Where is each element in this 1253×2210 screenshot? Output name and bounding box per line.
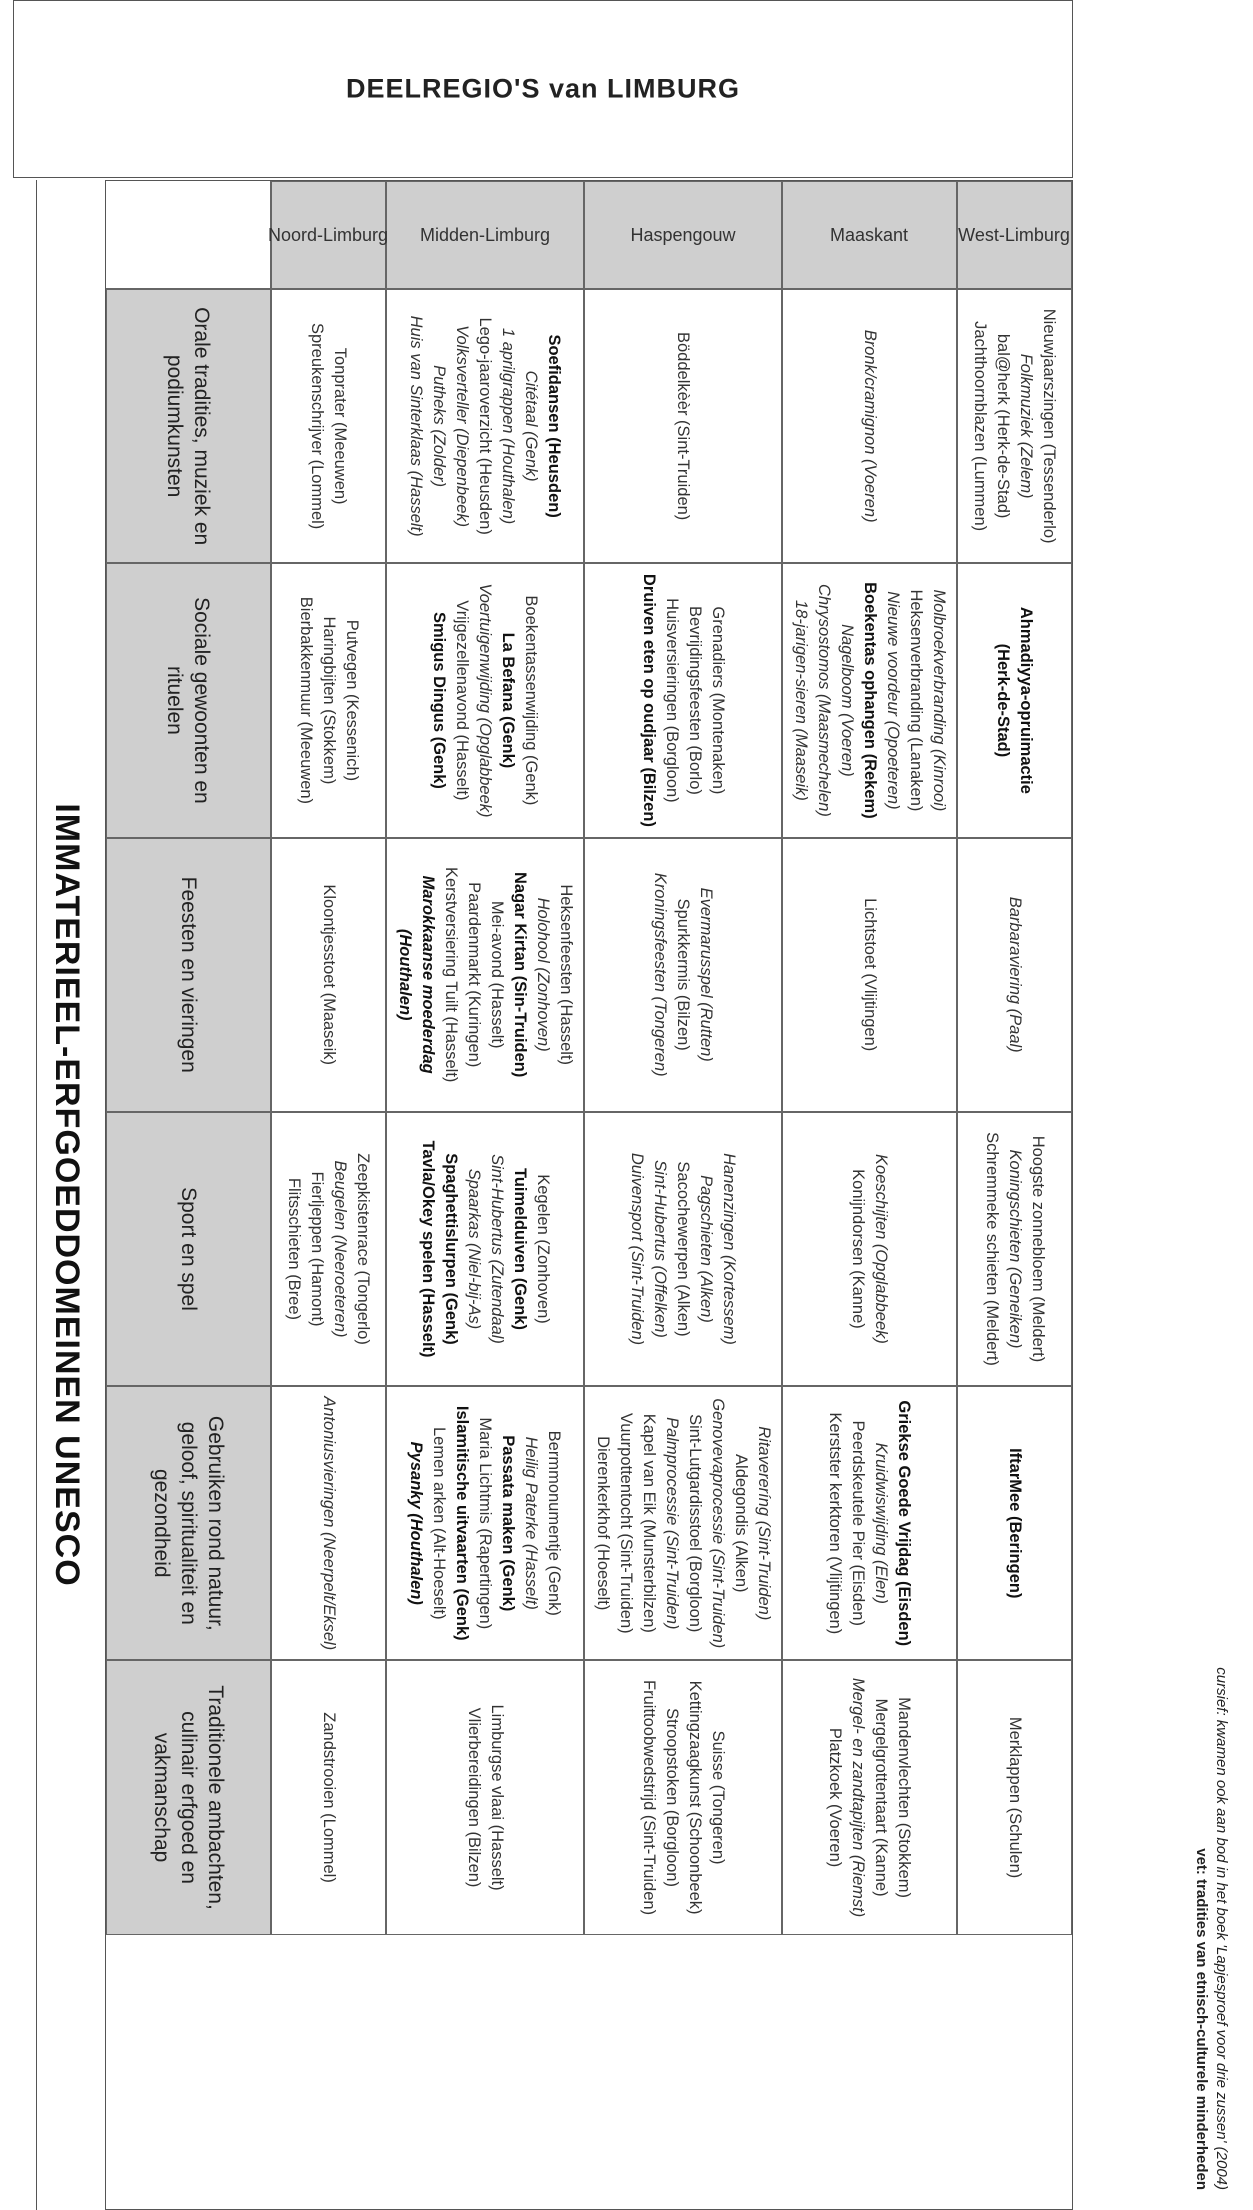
table-cell xyxy=(782,838,957,1112)
table-cell xyxy=(271,838,386,1112)
heritage-item: Zeepkistenrace (Tongerlo) xyxy=(354,1153,373,1345)
region-label: Midden-Limburg xyxy=(419,225,551,245)
heritage-item: Holohool (Zonhoven) xyxy=(534,897,552,1052)
region-cell xyxy=(268,181,389,289)
region-cell xyxy=(584,181,782,289)
heritage-item: Tonprater (Meeuwen) xyxy=(331,347,350,505)
heritage-item: Heksenfeesten (Hasselt) xyxy=(557,884,575,1066)
heritage-item: La Befana (Genk) xyxy=(499,632,518,769)
heritage-item: Suisse (Tongeren) xyxy=(709,1730,727,1865)
heritage-item: 1 aprilgrappen (Houthalen) xyxy=(499,327,518,525)
table-cell xyxy=(957,838,1072,1112)
table-cell xyxy=(782,1112,957,1386)
table-cell xyxy=(584,1112,782,1386)
heritage-item: IftarMee (Beringen) xyxy=(1006,1448,1024,1599)
heritage-item: Mandenvlechten (Stokkem) xyxy=(895,1697,914,1898)
heritage-item: Mergel- en zandtapijten (Riemst) xyxy=(849,1677,868,1918)
heritage-item: Bronk/cramignon (Voeren) xyxy=(861,329,879,523)
footnote-bold-legend: vet: tradities van etnisch-culturele minderheden xyxy=(1193,1848,1210,2190)
heritage-item: Haringbijten (Stokkem) xyxy=(320,616,338,785)
heritage-item: Maria Lichtmis (Rapertingen) xyxy=(476,1417,495,1630)
heritage-item: Nagar Kirtan (Sin-Truiden) xyxy=(511,872,529,1078)
heritage-item: Mergelgrottentaart (Kanne) xyxy=(872,1698,891,1897)
heritage-item: Marokkaanse moederdag xyxy=(419,875,437,1074)
heritage-item: Soefidansen (Heusden) xyxy=(545,334,564,518)
heritage-item: Grenadiers (Montenaken) xyxy=(709,606,727,795)
heritage-item: Palmprocessie (Sint-Truiden) xyxy=(663,1417,681,1630)
heritage-item: Duivensport (Sint-Truiden) xyxy=(628,1152,647,1346)
heritage-item: Sint-Lutgardisstoel (Borgloon) xyxy=(686,1414,704,1633)
heritage-item: Limburgse vlaai (Hasselt) xyxy=(488,1704,506,1891)
heritage-item: Fierljeppen (Hamont) xyxy=(308,1171,327,1327)
heritage-item: Flitsschieten (Bree) xyxy=(285,1177,304,1321)
heritage-item: Putheks (Zolder) xyxy=(430,365,449,488)
heritage-item: Kruidwiswijding (Elen) xyxy=(872,1442,891,1604)
heritage-item: Putvegen (Kessenich) xyxy=(343,619,361,782)
heritage-item: Kroningsfeesten (Tongeren) xyxy=(651,872,670,1077)
table-cell xyxy=(271,289,386,563)
heritage-item: Stroopstoken (Borgloon) xyxy=(663,1708,681,1887)
page-title: IMMATERIEEL-ERFGOEDDOMEINEN UNESCO xyxy=(48,803,86,1587)
heritage-item: (Houthalen) xyxy=(396,928,414,1021)
heritage-item: Griekse Goede Vrijdag (Eisden) xyxy=(895,1400,914,1647)
region-cell xyxy=(957,181,1072,289)
heritage-item: Spaarkas (Niel-bij-As) xyxy=(465,1168,483,1330)
heritage-item: Chrysostomos (Maasmechelen) xyxy=(815,583,833,817)
heritage-item: Hanenzingen (Kortessem) xyxy=(720,1153,739,1345)
domain-header: Traditionele ambachten, culinair erfgoed en vakmanschap xyxy=(106,1660,271,1934)
heritage-item: Konijndorsen (Kanne) xyxy=(849,1169,868,1329)
heritage-table xyxy=(105,180,1073,2210)
heritage-item: Nieuwjaarszingen (Tessenderlo) xyxy=(1040,308,1059,544)
side-label-box xyxy=(13,0,1073,178)
table-cell xyxy=(271,1660,386,1934)
heritage-item: Boekentassenwijding (Genk) xyxy=(522,595,541,806)
heritage-item: Kerstster kerktoren (Vlijtingen) xyxy=(826,1412,845,1635)
heritage-item: Ahmadiyya-opruimactie xyxy=(1017,606,1036,794)
table-cell xyxy=(386,1386,584,1660)
heritage-item: Smigus Dingus (Genk) xyxy=(430,611,449,789)
heritage-item: Platzkoek (Voeren) xyxy=(826,1727,845,1868)
table-cell xyxy=(957,563,1072,837)
heritage-item: Koeschijten (Opglabbeek) xyxy=(872,1154,891,1344)
heritage-item: Merklappen (Schulen) xyxy=(1006,1716,1024,1879)
heritage-item: Kerstversiering Tuilt (Hasselt) xyxy=(442,866,460,1083)
heritage-item: Koningschieten (Geneiken) xyxy=(1006,1149,1024,1349)
heritage-item: Molbroekverbranding (Kinrooi) xyxy=(930,589,948,812)
heritage-item: Böddelkèèr (Sint-Truiden) xyxy=(674,331,693,521)
heritage-item: Vrijgezellenavond (Hasselt) xyxy=(453,600,472,801)
heritage-item: Heksenverbranding (Lanaken) xyxy=(907,589,925,812)
region-label: Haspengouw xyxy=(630,225,736,245)
heritage-item: Citétaal (Genk) xyxy=(522,370,541,482)
heritage-item: Vuurpottentocht (Sint-Truiden) xyxy=(617,1412,635,1634)
heritage-item: Bermmonumentje (Genk) xyxy=(545,1430,564,1616)
domain-header: Gebruiken rond natuur, geloof, spiritualiteit en gezondheid xyxy=(106,1386,271,1660)
heritage-item: Vlierbereidingen (Bilzen) xyxy=(465,1707,483,1888)
heritage-item: Tuimelduiven (Genk) xyxy=(511,1168,529,1330)
heritage-item: Lemen arken (Alt-Hoeselt) xyxy=(430,1426,449,1620)
region-label: Maaskant xyxy=(830,225,909,245)
heritage-item: Beugelen (Neeroeteren) xyxy=(331,1160,350,1338)
heritage-item: Paardenmarkt (Kuringen) xyxy=(465,882,483,1068)
footnote xyxy=(1173,180,1231,2190)
heritage-item: Sacochewerpen (Alken) xyxy=(674,1161,693,1337)
heritage-item: Sint-Hubertus (Offelken) xyxy=(651,1160,670,1338)
table-cell xyxy=(584,563,782,837)
table-cell xyxy=(957,1386,1072,1660)
domain-header: Sport en spel xyxy=(106,1112,271,1386)
table-cell xyxy=(386,563,584,837)
region-label: Noord-Limburg xyxy=(268,225,389,245)
table-cell xyxy=(584,1660,782,1934)
heritage-item: Huis van Sinterklaas (Hasselt) xyxy=(407,315,426,537)
heritage-item: Kegelen (Zonhoven) xyxy=(534,1174,552,1324)
heritage-item: Lego-jaaroverzicht (Heusden) xyxy=(476,317,495,535)
footnote-italic-legend: cursief: kwamen ook aan bod in het boek 'Lapjesproef voor drie zussen' (2004) xyxy=(1213,1667,1230,2190)
heritage-item: (Herk-de-Stad) xyxy=(994,643,1013,758)
heritage-item: Nieuwe voordeur (Opoeteren) xyxy=(884,591,902,810)
heritage-item: 18-jarigen-sieren (Maaseik) xyxy=(792,600,810,801)
heritage-item: Dierenkerkhof (Hoeselt) xyxy=(594,1436,612,1611)
heritage-item: Genovevaprocessie (Sint-Truiden) xyxy=(709,1398,727,1649)
table-cell xyxy=(957,289,1072,563)
heritage-item: Fruittoobwedstrijd (Sint-Truiden) xyxy=(640,1680,658,1916)
domain-header: Feesten en vieringen xyxy=(106,838,271,1112)
table-cell xyxy=(386,289,584,563)
heritage-item: Tavla/Okey spelen (Hasselt) xyxy=(419,1140,437,1358)
heritage-item: Kloontjesstoet (Maaseik) xyxy=(320,884,338,1066)
heritage-item: Bevrijdingsfeesten (Borlo) xyxy=(686,605,704,795)
heritage-item: Folkmuziek (Zelem) xyxy=(1017,353,1036,499)
heritage-item: Pagschieten (Alken) xyxy=(697,1175,716,1323)
frame-divider xyxy=(17,180,37,2210)
domain-header: Sociale gewoonten en rituelen xyxy=(106,563,271,837)
region-label: West-Limburg xyxy=(958,225,1071,245)
heritage-item: Volksverteller (Diepenbeek) xyxy=(453,325,472,528)
heritage-item: Passata maken (Genk) xyxy=(499,1435,518,1612)
table-cell xyxy=(782,563,957,837)
heritage-item: Spaghettislurpen (Genk) xyxy=(442,1153,460,1345)
table-cell xyxy=(386,838,584,1112)
table-cell xyxy=(271,563,386,837)
table-cell xyxy=(782,1386,957,1660)
heritage-item: Boekentas ophangen (Rekem) xyxy=(861,582,879,819)
heritage-item: Heilig Paterke (Hasselt) xyxy=(522,1436,541,1610)
heritage-item: bal@herk (Herk-de-Stad) xyxy=(994,333,1013,519)
heritage-item: Sint-Hubertus (Zutendaal) xyxy=(488,1154,506,1344)
heritage-item: Mei-avond (Hasselt) xyxy=(488,900,506,1049)
heritage-item: Antoniusvieringen (Neerpelt/Eksel) xyxy=(320,1396,338,1651)
region-cell xyxy=(782,181,957,289)
heritage-item: Jachthoornblazen (Lummen) xyxy=(971,321,990,532)
heritage-item: Kettingzaagkunst (Schoonbeek) xyxy=(686,1680,704,1915)
domain-header: Orale tradities, muziek en podiumkunsten xyxy=(106,289,271,563)
table-cell xyxy=(957,1112,1072,1386)
heritage-item: Islamitische uitvaarten (Genk) xyxy=(453,1405,472,1641)
heritage-item: Spurkkermis (Bilzen) xyxy=(674,898,693,1051)
heritage-item: Barbaraviering (Paal) xyxy=(1006,896,1024,1053)
table-cell xyxy=(271,1112,386,1386)
table-cell xyxy=(782,289,957,563)
table-cell xyxy=(386,1112,584,1386)
table-cell xyxy=(782,1660,957,1934)
heritage-item: Ritavereríng (Sint-Truiden) xyxy=(755,1426,773,1621)
heritage-item: Schremmeke schieten (Meldert) xyxy=(983,1132,1001,1366)
heritage-item: Hoogste zonnebloem (Meldert) xyxy=(1029,1135,1047,1363)
heritage-item: Evermarusspel (Rutten) xyxy=(697,887,716,1062)
region-cell xyxy=(386,181,584,289)
heritage-item: Spreukenschrijver (Lommel) xyxy=(308,322,327,530)
heritage-item: Huisversieringen (Borgloon) xyxy=(663,598,681,803)
heritage-item: Peerdskeutele Pier (Eisden) xyxy=(849,1420,868,1626)
heritage-item: Aldegondis (Alken) xyxy=(732,1454,750,1593)
heritage-item: Voertuigenwijding (Opglabbeek) xyxy=(476,583,495,818)
heritage-item: Zandstrooien (Lommel) xyxy=(320,1712,338,1883)
heritage-item: Pysanky (Houthalen) xyxy=(407,1441,426,1605)
corner-cell xyxy=(106,181,271,289)
heritage-item: Nagelboom (Voeren) xyxy=(838,624,856,777)
side-label: DEELREGIO'S van LIMBURG xyxy=(346,73,740,104)
heritage-item: Lichtstoet (Vlijtingen) xyxy=(861,898,879,1052)
table-cell xyxy=(584,289,782,563)
table-cell xyxy=(584,838,782,1112)
table-cell xyxy=(957,1660,1072,1934)
table-cell xyxy=(271,1386,386,1660)
heritage-item: Druiven eten op oudjaar (Bilzen) xyxy=(640,573,658,827)
table-cell xyxy=(584,1386,782,1660)
table-cell xyxy=(386,1660,584,1934)
heritage-item: Bierbakkenmuur (Meeuwen) xyxy=(297,596,315,805)
heritage-item: Kapel van Eik (Munsterbilzen) xyxy=(640,1413,658,1633)
